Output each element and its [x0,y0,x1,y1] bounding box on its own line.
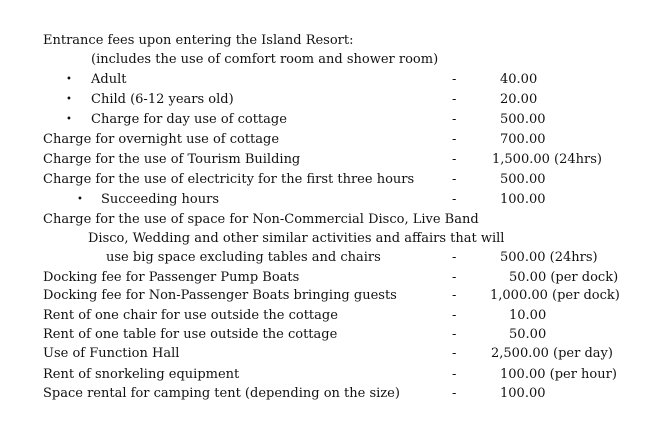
dash-separator: - [452,250,457,265]
fee-label-electricity: Charge for the use of electricity for the first three hours [43,172,415,187]
fee-value-snorkeling: 100.00 (per hour) [500,367,617,382]
fee-label-passenger-boats: Docking fee for Passenger Pump Boats [43,270,300,285]
fee-label-succeeding-hours: Succeeding hours [101,192,219,207]
dash-separator: - [452,386,457,401]
dash-separator: - [452,346,457,361]
fee-value-tourism-building: 1,500.00 (24hrs) [492,152,602,167]
fee-label-non-passenger-boats: Docking fee for Non-Passenger Boats bringing guests [43,288,397,303]
dash-separator: - [452,112,457,127]
fee-value-function-hall: 2,500.00 (per day) [491,346,613,361]
dash-separator: - [452,72,457,87]
fee-value-passenger-boats: 50.00 (per dock) [509,270,619,285]
fee-label-snorkeling: Rent of snorkeling equipment [43,367,240,382]
document-heading: Entrance fees upon entering the Island Resort: [43,33,354,48]
document-subheading: (includes the use of comfort room and shower room) [91,52,439,67]
dash-separator: - [452,152,457,167]
fee-value-day-cottage: 500.00 [500,112,546,127]
bullet-icon: • [66,94,72,105]
fee-value-non-passenger-boats: 1,000.00 (per dock) [490,288,620,303]
dash-separator: - [452,192,457,207]
fee-label-camping-tent: Space rental for camping tent (depending on the size) [43,386,400,401]
dash-separator: - [452,308,457,323]
dash-separator: - [452,367,457,382]
fee-label-child: Child (6-12 years old) [91,92,234,107]
dash-separator: - [452,132,457,147]
fee-value-electricity: 500.00 [500,172,546,187]
fee-value-table-rent: 50.00 [509,327,547,342]
fee-value-adult: 40.00 [500,72,538,87]
bullet-icon: • [77,194,83,205]
fee-label-function-hall: Use of Function Hall [43,346,180,361]
fee-value-chair-rent: 10.00 [509,308,547,323]
fee-label-tourism-building: Charge for the use of Tourism Building [43,152,301,167]
fee-value-overnight-cottage: 700.00 [500,132,546,147]
fee-label-overnight-cottage: Charge for overnight use of cottage [43,132,280,147]
fee-label-adult: Adult [91,72,127,87]
fee-value-succeeding-hours: 100.00 [500,192,546,207]
fee-label-event-space-line2: Disco, Wedding and other similar activities and affairs that will [88,231,505,246]
dash-separator: - [452,270,457,285]
fee-label-day-cottage: Charge for day use of cottage [91,112,287,127]
bullet-icon: • [66,74,72,85]
fee-label-event-space-line1: Charge for the use of space for Non-Commercial Disco, Live Band [43,212,479,227]
dash-separator: - [452,172,457,187]
fee-value-event-space: 500.00 (24hrs) [500,250,598,265]
fee-value-child: 20.00 [500,92,538,107]
dash-separator: - [452,327,457,342]
fee-label-table-rent: Rent of one table for use outside the cottage [43,327,338,342]
fee-value-camping-tent: 100.00 [500,386,546,401]
dash-separator: - [452,92,457,107]
fee-label-event-space-line3: use big space excluding tables and chairs [106,250,381,265]
bullet-icon: • [66,114,72,125]
fee-label-chair-rent: Rent of one chair for use outside the cottage [43,308,338,323]
dash-separator: - [452,288,457,303]
